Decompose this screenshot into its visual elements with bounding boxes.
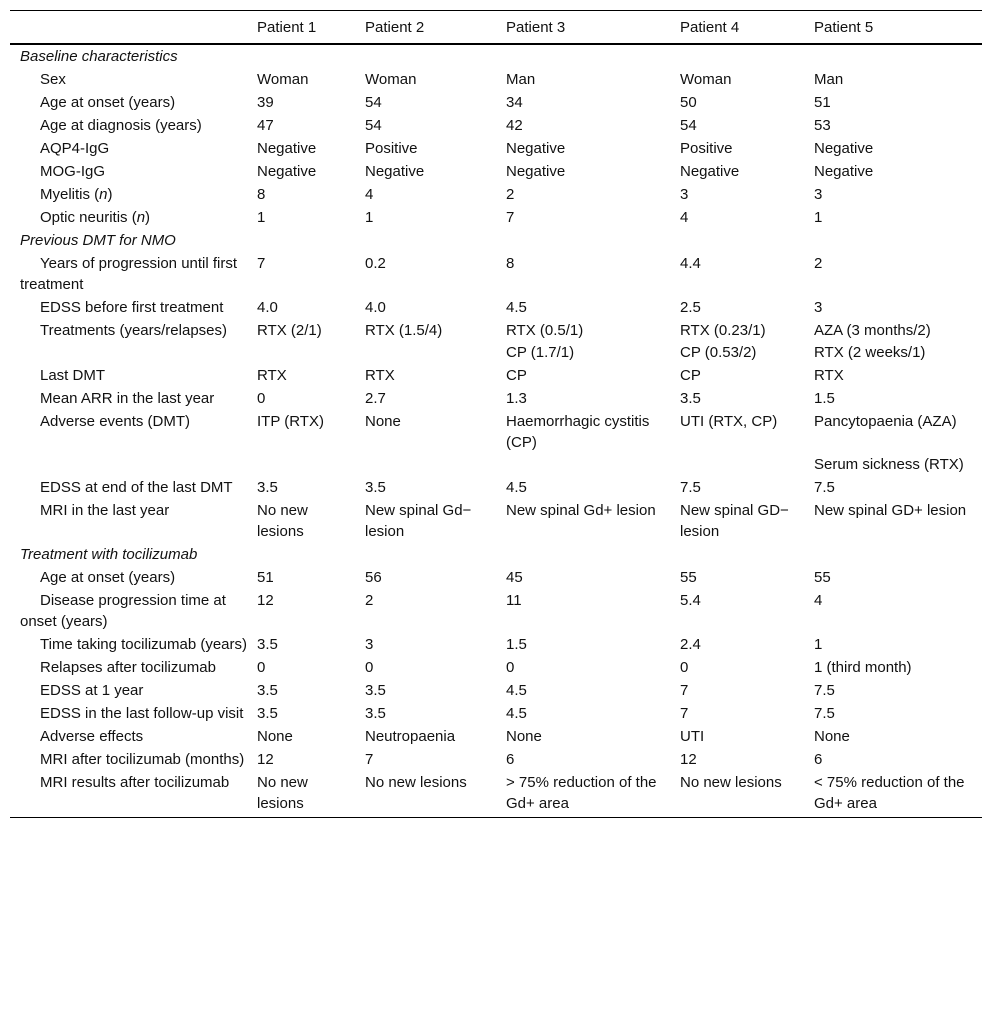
row-label [10, 454, 247, 476]
table-cell: 2 [506, 186, 515, 203]
table-row [10, 183, 982, 206]
table-cell: None [506, 728, 542, 745]
table-cell: 11 [506, 592, 522, 609]
table-cell: 3.5 [680, 390, 701, 407]
table-cell: 6 [506, 751, 515, 768]
table-cell: 7.5 [814, 479, 835, 496]
table-cell [247, 342, 355, 364]
table-row [10, 771, 982, 818]
table-cell: 1.5 [506, 636, 527, 653]
table-cell: 1 (third month) [814, 659, 912, 676]
table-cell: UTI [680, 728, 705, 745]
table-cell: RTX [365, 367, 395, 384]
table-cell: 4 [814, 592, 823, 609]
table-row [10, 342, 982, 364]
table-cell: 45 [506, 569, 523, 586]
row-label: MRI results after tocilizumab [40, 774, 230, 791]
row-label: EDSS at end of the last DMT [40, 479, 233, 496]
table-cell: Positive [365, 140, 418, 157]
table-cell: New spinal Gd− lesion [365, 502, 472, 540]
table-cell [247, 454, 355, 476]
section-title: Baseline characteristics [20, 48, 178, 65]
table-row [10, 679, 982, 702]
table-cell [670, 454, 804, 476]
table-row [10, 476, 982, 499]
table-cell: 5.4 [680, 592, 701, 609]
table-cell: 3.5 [257, 636, 278, 653]
table-cell: 6 [814, 751, 823, 768]
table-row [10, 633, 982, 656]
table-cell: 3 [814, 186, 823, 203]
table-header [10, 11, 982, 45]
row-label: Myelitis (n) [40, 186, 113, 203]
table-cell: 2.7 [365, 390, 386, 407]
row-label [10, 342, 247, 364]
table-cell: Woman [680, 71, 732, 88]
row-label: Adverse events (DMT) [40, 413, 191, 430]
row-label: MOG-IgG [40, 163, 106, 180]
table-cell: 4.5 [506, 705, 527, 722]
row-label: AQP4-IgG [40, 140, 110, 157]
table-cell: 51 [257, 569, 274, 586]
table-cell: 3.5 [365, 479, 386, 496]
table-cell: RTX [257, 367, 287, 384]
table-cell: No new lesions [680, 774, 782, 791]
table-row [10, 566, 982, 589]
row-label: Sex [40, 71, 66, 88]
table-cell: Man [506, 71, 536, 88]
table-cell: 0 [506, 659, 515, 676]
table-cell: 54 [365, 117, 382, 134]
table-row [10, 589, 982, 633]
table-cell: 2.4 [680, 636, 701, 653]
table-cell: 7.5 [814, 682, 835, 699]
table-cell: 4.5 [506, 299, 527, 316]
table-cell: CP (1.7/1) [506, 344, 575, 361]
table-cell: Woman [257, 71, 309, 88]
table-row [10, 656, 982, 679]
table-cell: Negative [680, 163, 740, 180]
table-cell: 3 [365, 636, 374, 653]
table-cell: Negative [257, 163, 317, 180]
table-cell: 3 [680, 186, 689, 203]
header-row [10, 11, 982, 45]
table-row [10, 499, 982, 543]
table-cell: 2 [814, 255, 823, 272]
patient-table [10, 10, 982, 818]
table-cell: 0.2 [365, 255, 386, 272]
table-cell: Negative [257, 140, 317, 157]
table-cell: 4.5 [506, 479, 527, 496]
table-cell: 39 [257, 94, 274, 111]
row-label: MRI after tocilizumab (months) [40, 751, 245, 768]
table-row [10, 252, 982, 296]
table-cell: 7 [365, 751, 374, 768]
table-row [10, 206, 982, 229]
table-cell [496, 454, 670, 476]
row-label: EDSS before first treatment [40, 299, 224, 316]
table-cell: No new lesions [257, 502, 308, 540]
table-cell: Negative [814, 163, 874, 180]
table-cell: 4.5 [506, 682, 527, 699]
table-cell: New spinal Gd+ lesion [506, 502, 656, 519]
table-cell: 12 [257, 751, 274, 768]
row-label: MRI in the last year [40, 502, 170, 519]
table-container [10, 10, 982, 818]
table-cell: New spinal GD+ lesion [814, 502, 967, 519]
table-cell: Negative [365, 163, 425, 180]
row-label: EDSS in the last follow-up visit [40, 705, 244, 722]
table-row [10, 68, 982, 91]
table-cell: Man [814, 71, 844, 88]
table-row [10, 319, 982, 342]
table-cell: 7 [680, 682, 689, 699]
header-cell: Patient 4 [680, 18, 740, 36]
table-cell: 1.5 [814, 390, 835, 407]
table-cell: 1 [814, 209, 823, 226]
table-cell: 53 [814, 117, 831, 134]
table-row [10, 410, 982, 454]
table-cell: 47 [257, 117, 274, 134]
section-title: Treatment with tocilizumab [20, 546, 198, 563]
row-label: Years of progression until first treatment [20, 255, 238, 293]
row-label: Treatments (years/relapses) [40, 322, 228, 339]
table-cell: 1 [257, 209, 266, 226]
table-cell: < 75% reduction of the Gd+ area [814, 774, 965, 812]
section-row [10, 44, 982, 68]
row-label: Adverse effects [40, 728, 144, 745]
table-cell: 3.5 [257, 705, 278, 722]
table-cell: 0 [680, 659, 689, 676]
table-cell: RTX (0.5/1) [506, 322, 584, 339]
row-label: Age at diagnosis (years) [40, 117, 202, 134]
row-label: Disease progression time at onset (years) [20, 592, 226, 630]
table-cell: 3 [814, 299, 823, 316]
table-cell: No new lesions [257, 774, 308, 812]
table-cell: 3.5 [365, 705, 386, 722]
table-cell: 54 [680, 117, 697, 134]
header-cell: Patient 3 [506, 18, 566, 36]
table-cell: > 75% reduction of the Gd+ area [506, 774, 657, 812]
table-cell: UTI (RTX, CP) [680, 413, 778, 430]
table-cell: Negative [506, 163, 566, 180]
table-cell: 7 [680, 705, 689, 722]
table-cell: 8 [257, 186, 266, 203]
table-cell: RTX (1.5/4) [365, 322, 443, 339]
table-cell: AZA (3 months/2) [814, 322, 931, 339]
table-cell: 55 [680, 569, 697, 586]
table-cell: Neutropaenia [365, 728, 456, 745]
table-row [10, 160, 982, 183]
table-cell: 3.5 [365, 682, 386, 699]
row-label: Last DMT [40, 367, 106, 384]
table-cell: 0 [257, 659, 266, 676]
table-cell: Serum sickness (RTX) [814, 456, 964, 473]
table-cell: 7 [257, 255, 266, 272]
table-cell: 2 [365, 592, 374, 609]
section-row [10, 229, 982, 252]
table-cell: CP [506, 367, 527, 384]
header-cell: Patient 5 [814, 18, 874, 36]
table-row [10, 91, 982, 114]
table-cell: 4 [680, 209, 689, 226]
row-label: Time taking tocilizumab (years) [40, 636, 248, 653]
table-cell: None [365, 413, 401, 430]
table-cell [355, 342, 496, 364]
table-cell: RTX (2/1) [257, 322, 322, 339]
table-cell: 8 [506, 255, 515, 272]
table-cell: 0 [257, 390, 266, 407]
table-cell: 7.5 [680, 479, 701, 496]
table-cell: RTX (2 weeks/1) [814, 344, 926, 361]
table-cell: 51 [814, 94, 831, 111]
table-cell: 12 [257, 592, 274, 609]
table-cell: 7.5 [814, 705, 835, 722]
table-cell: CP (0.53/2) [680, 344, 757, 361]
table-cell: CP [680, 367, 701, 384]
table-cell: 1.3 [506, 390, 527, 407]
table-cell: None [257, 728, 293, 745]
table-cell: 50 [680, 94, 697, 111]
row-label: Optic neuritis (n) [40, 209, 151, 226]
table-row [10, 702, 982, 725]
table-cell: 1 [365, 209, 374, 226]
table-cell: Pancytopaenia (AZA) [814, 413, 957, 430]
table-cell: RTX (0.23/1) [680, 322, 766, 339]
table-cell: ITP (RTX) [257, 413, 324, 430]
header-cell [10, 11, 247, 45]
table-row [10, 725, 982, 748]
table-cell: 42 [506, 117, 523, 134]
table-cell: 0 [365, 659, 374, 676]
table-cell: 3.5 [257, 682, 278, 699]
table-cell: 2.5 [680, 299, 701, 316]
row-label: Mean ARR in the last year [40, 390, 215, 407]
table-cell: No new lesions [365, 774, 467, 791]
header-cell: Patient 2 [365, 18, 425, 36]
table-cell: 56 [365, 569, 382, 586]
table-cell [355, 454, 496, 476]
table-cell: Negative [814, 140, 874, 157]
row-label: Age at onset (years) [40, 94, 176, 111]
table-row [10, 114, 982, 137]
row-label: Age at onset (years) [40, 569, 176, 586]
table-cell: 4.0 [257, 299, 278, 316]
table-row [10, 387, 982, 410]
table-row [10, 296, 982, 319]
row-label: Relapses after tocilizumab [40, 659, 216, 676]
table-row [10, 364, 982, 387]
table-cell: None [814, 728, 850, 745]
table-cell: 3.5 [257, 479, 278, 496]
table-cell: 54 [365, 94, 382, 111]
table-cell: New spinal GD− lesion [680, 502, 789, 540]
header-cell: Patient 1 [257, 18, 317, 36]
table-cell: Woman [365, 71, 417, 88]
table-cell: 12 [680, 751, 697, 768]
table-cell: 4 [365, 186, 374, 203]
table-cell: 1 [814, 636, 823, 653]
table-cell: 55 [814, 569, 831, 586]
table-cell: Positive [680, 140, 733, 157]
table-cell: RTX [814, 367, 844, 384]
table-body [10, 44, 982, 818]
table-cell: 4.0 [365, 299, 386, 316]
table-row [10, 454, 982, 476]
table-cell: Haemorrhagic cystitis (CP) [506, 413, 650, 451]
table-cell: 34 [506, 94, 523, 111]
table-cell: 7 [506, 209, 515, 226]
section-title: Previous DMT for NMO [20, 232, 176, 249]
table-row [10, 748, 982, 771]
section-row [10, 543, 982, 566]
row-label: EDSS at 1 year [40, 682, 144, 699]
table-cell: 4.4 [680, 255, 701, 272]
table-row [10, 137, 982, 160]
table-cell: Negative [506, 140, 566, 157]
